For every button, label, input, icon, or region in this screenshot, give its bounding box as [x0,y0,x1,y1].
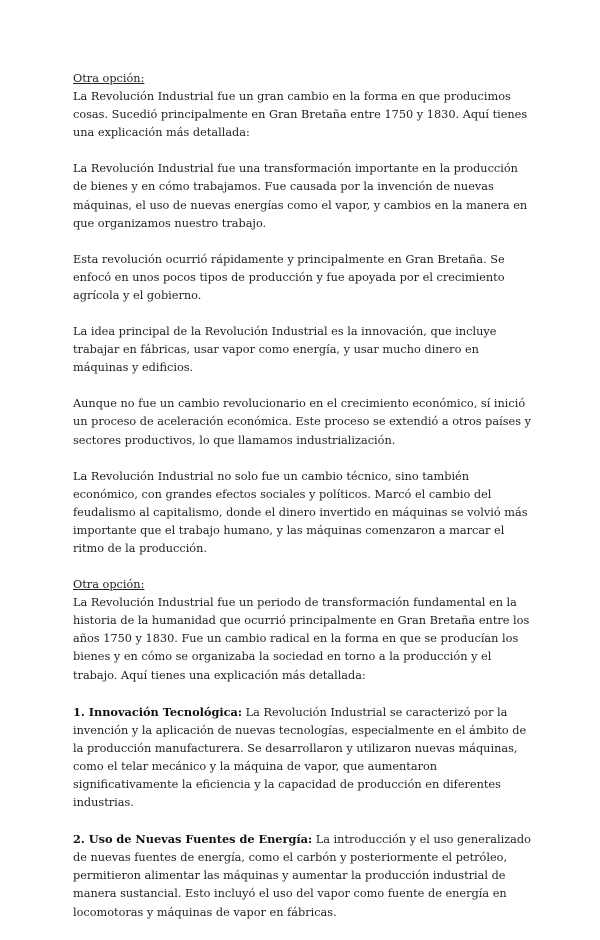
point-title: 2. Uso de Nuevas Fuentes de Energía: [73,832,313,847]
section-1 [73,70,533,142]
list-item [73,830,533,921]
paragraph: Aunque no fue un cambio revolucionario en el crecimiento económico, sí inició un proceso de aceleración económica. Este proceso se extendió a otros países y sectores productivos, lo que llamamos industrialización. [73,397,531,447]
document-page [73,70,533,940]
paragraph: La Revolución Industrial no solo fue un cambio técnico, sino también económico, con grandes efectos sociales y políticos. Marcó el cambio del feudalismo al capitalismo, donde el dinero invertido en máquinas se volvió más importante que el trabajo humano, y las máquinas comenzaron a marcar el ritmo de la producción. [73,469,528,555]
paragraph: La idea principal de la Revolución Industrial es la innovación, que incluye trabajar en fábricas, usar vapor como energía, y usar mucho dinero en máquinas y edificios. [73,325,497,375]
section-intro: La Revolución Industrial fue un gran cambio en la forma en que producimos cosas. Sucedió principalmente en Gran Bretaña entre 1750 y 1830. Aquí tienes una explicación más detallada: [73,90,528,140]
paragraph: Esta revolución ocurrió rápidamente y principalmente en Gran Bretaña. Se enfocó en unos pocos tipos de producción y fue apoyada por el crecimiento agrícola y el gobierno. [73,252,505,302]
point-title: 1. Innovación Tecnológica: [73,704,243,719]
section-intro: La Revolución Industrial fue un periodo de transformación fundamental en la historia de la humanidad que ocurrió principalmente en Gran Bretaña entre los años 1750 y 1830. Fue un cambio radical en la forma en que se producían los bienes y en cómo se organizaba la sociedad en torno a la producción y el trabajo. Aquí tienes una explicación más detallada: [73,596,530,682]
point-text: La introducción y el uso generalizado de nuevas fuentes de energía, como el carbón y posteriormente el petróleo, permitieron alimentar las máquinas y aumentar la producción industrial de manera sustancial. Esto incluyó el uso del vapor como fuente de energía en locomotoras y máquinas de vapor en fábricas. [73,833,531,919]
section-2 [73,576,533,685]
section-heading: Otra opción: [73,578,145,592]
point-text: La Revolución Industrial se caracterizó por la invención y la aplicación de nuevas tecnologías, especialmente en el ámbito de la producción manufacturera. Se desarrollaron y utilizaron nuevas máquinas, como el telar mecánico y la máquina de vapor, que aumentaron significativamente la eficiencia y la capacidad de producción en diferentes industrias. [73,705,527,810]
list-item [73,703,533,813]
section-heading: Otra opción: [73,72,145,85]
paragraph: La Revolución Industrial fue una transformación importante en la producción de bienes y en cómo trabajamos. Fue causada por la invención de nuevas máquinas, el uso de nuevas energías como el vapor, y cambios en la manera en que organizamos nuestro trabajo. [73,162,528,230]
